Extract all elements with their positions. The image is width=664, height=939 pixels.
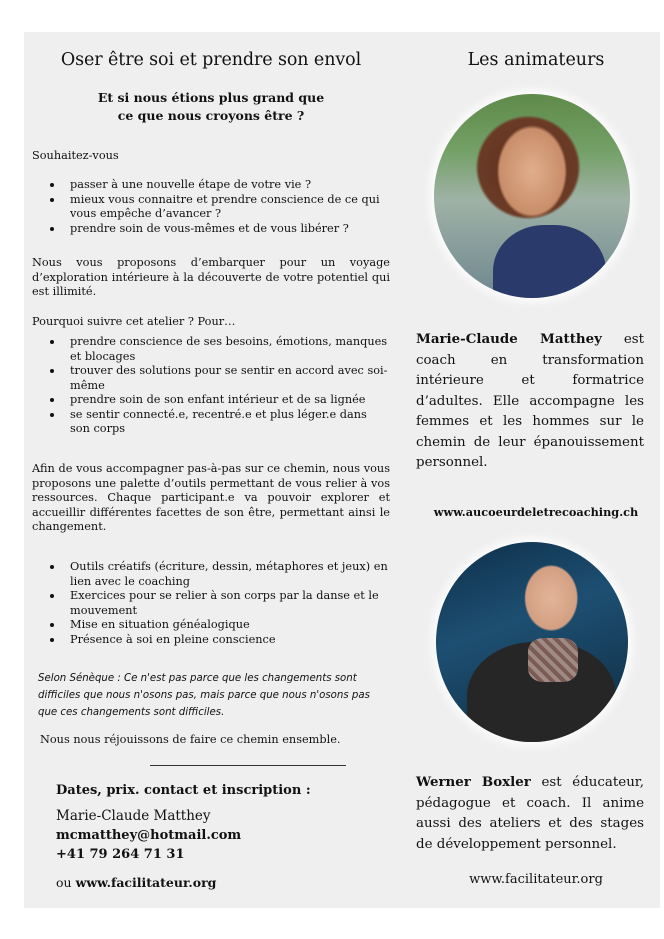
animators-title: Les animateurs — [467, 50, 605, 70]
wishes-list — [32, 178, 390, 236]
bullet-icon — [50, 594, 54, 598]
contact-website — [56, 875, 376, 890]
contact-phone: +41 79 264 71 31 — [56, 847, 185, 862]
werner-name: Werner Boxler — [416, 774, 531, 790]
list-item: Exercices pour se relier à son corps par la danse et le mouvement — [70, 589, 390, 618]
contact-name: Marie-Claude Matthey — [56, 808, 211, 824]
tools-list — [32, 560, 390, 647]
subtitle-line-2: ce que nous croyons être ? — [117, 108, 305, 123]
bullet-icon — [50, 227, 54, 231]
bullet-icon — [50, 340, 54, 344]
seneca-quote: Selon Sénèque : Ce n'est pas parce que les changements sont difficiles que nous n'osons pas, mais parce que nous n'osons pas que ces changements sont difficiles. — [38, 673, 370, 718]
werner-bio: Werner Boxler est éducateur, pédagogue et coach. Il anime aussi des ateliers et des stages de développement personnel. — [416, 774, 644, 852]
reasons-list — [32, 335, 390, 437]
flyer-page — [24, 32, 660, 908]
bullet-icon — [50, 398, 54, 402]
bullet-icon — [50, 198, 54, 202]
list-item: prendre soin de son enfant intérieur et de sa lignée — [70, 393, 390, 408]
contact-email-link[interactable]: mcmatthey@hotmail.com — [56, 828, 242, 843]
closing-text: Nous nous réjouissons de faire ce chemin ensemble. — [40, 733, 341, 746]
bullet-icon — [50, 369, 54, 373]
list-item: Outils créatifs (écriture, dessin, métaphores et jeux) en lien avec le coaching — [70, 560, 390, 589]
marie-claude-bio: Marie-Claude Matthey est coach en transformation intérieure et formatrice d’adultes. Elle accompagne les femmes et les hommes sur le chemin de leur épanouissement personnel. — [416, 331, 645, 470]
werner-photo — [436, 542, 628, 742]
aucoeur-website-link[interactable]: www.aucoeurdeletrecoaching.ch — [433, 505, 639, 519]
list-item: passer à une nouvelle étape de votre vie ? — [70, 178, 390, 193]
list-item: mieux vous connaitre et prendre conscience de ce qui vous empêche d’avancer ? — [70, 193, 390, 222]
bullet-icon — [50, 638, 54, 642]
marie-claude-name: Marie-Claude Matthey — [416, 331, 602, 347]
bullet-icon — [50, 623, 54, 627]
subtitle-line-1: Et si nous étions plus grand que — [97, 90, 325, 105]
website-link[interactable]: www.facilitateur.org — [75, 875, 217, 890]
list-item: prendre conscience de ses besoins, émotions, manques et blocages — [70, 335, 390, 364]
divider — [150, 765, 346, 766]
marie-claude-photo — [434, 94, 630, 298]
why-text: Pourquoi suivre cet atelier ? Pour… — [32, 315, 236, 328]
contact-heading: Dates, prix. contact et inscription : — [56, 783, 311, 798]
flyer-subtitle — [32, 89, 390, 125]
list-item: se sentir connecté.e, recentré.e et plus léger.e dans son corps — [70, 408, 390, 437]
facilitateur-website-link[interactable]: www.facilitateur.org — [469, 872, 603, 887]
list-item: prendre soin de vous-mêmes et de vous libérer ? — [70, 222, 390, 237]
or-label: ou — [56, 875, 72, 890]
flyer-title: Oser être soi et prendre son envol — [60, 50, 362, 70]
bullet-icon — [50, 413, 54, 417]
bullet-icon — [50, 565, 54, 569]
proposal-text: Nous vous proposons d’embarquer pour un voyage d’exploration intérieure à la découverte de votre potentiel qui est illimité. — [32, 256, 390, 298]
list-item: trouver des solutions pour se sentir en accord avec soi-même — [70, 364, 390, 393]
list-item: Mise en situation généalogique — [70, 618, 390, 633]
accompany-text: Afin de vous accompagner pas-à-pas sur ce chemin, nous vous proposons une palette d’outils permettant de vous relier à vos ressources. Chaque participant.e va pouvoir explorer et accueillir différentes facettes de son être, permettant ainsi le changement. — [32, 462, 390, 533]
bullet-icon — [50, 183, 54, 187]
list-item: Présence à soi en pleine conscience — [70, 633, 390, 648]
intro-text: Souhaitez-vous — [32, 149, 119, 162]
